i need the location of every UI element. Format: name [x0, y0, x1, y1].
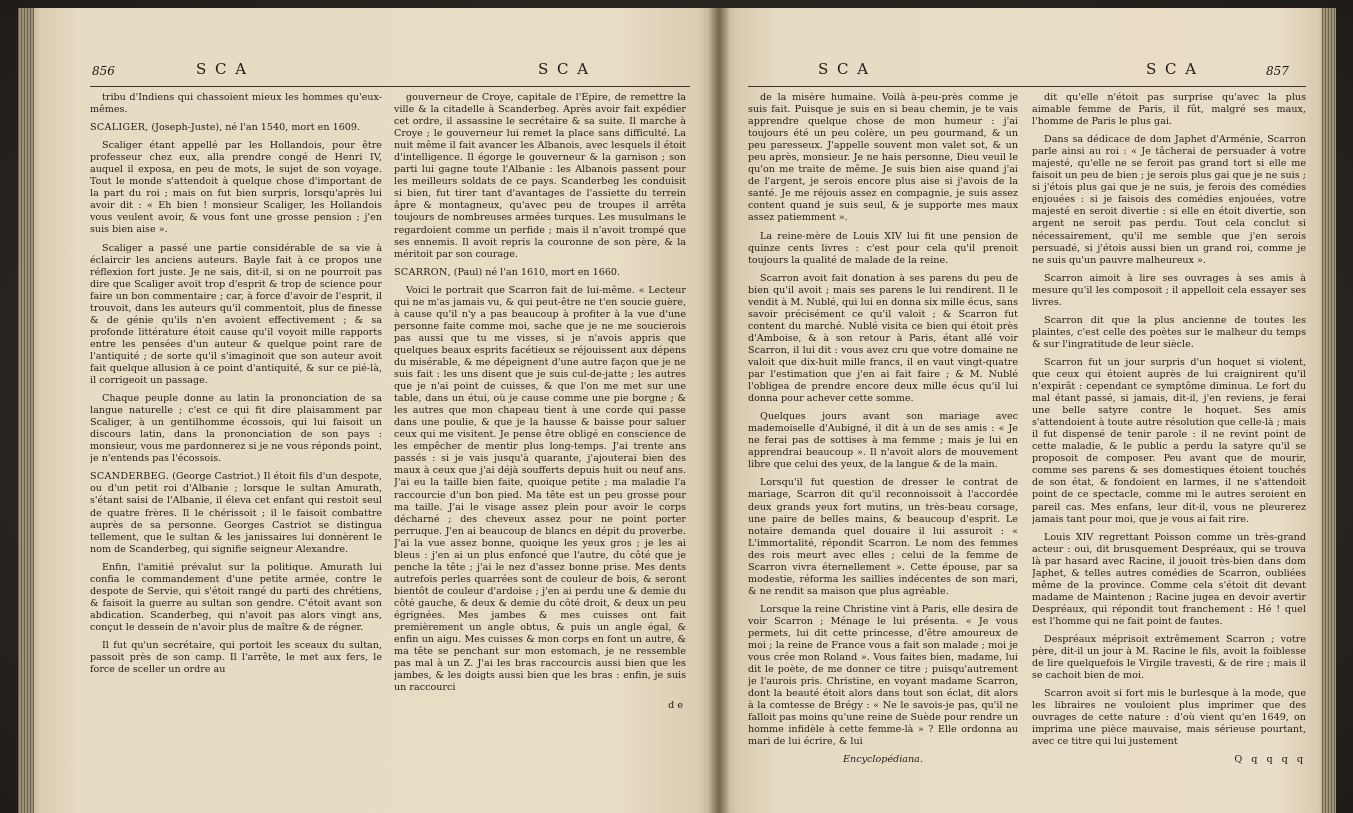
- body-paragraph: Scaliger étant appellé par les Hollandois, pour être professeur chez eux, alla prendre congé de Henri IV, auquel il exposa, en peu de mots, le sujet de son voyage. Tout le monde s'attendoit à quelque chose d'important de la part du roi ; mais on fut bien surpris, lorsqu'après lui avoir dit : « Eh bien ! monsieur Scaliger, les Hollandois vous veulent avoir, & vous font une grosse pension ; j'en suis bien aise ».: [90, 140, 382, 236]
- text-column-4: [1032, 92, 1306, 782]
- body-paragraph: Scaliger a passé une partie considérable de sa vie à éclaircir les anciens auteurs. Bayle fait à ce propos une réflexion fort juste. Je ne sais, dit-il, si on ne pourroit pas dire que Scaliger avoit trop d'esprit & trop de science pour faire un bon commentaire ; car, à force d'avoir de l'esprit, il trouvoit, dans les auteurs qu'il commentoit, plus de finesse & de génie qu'ils n'en avoient effectivement ; & sa profonde littérature étoit cause qu'il voyoit mille rapports entre les pensées d'un auteur & quelque point rare de l'antiquité ; de sorte qu'il s'imaginoit que son auteur avoit fait quelque allusion à ce point d'antiquité, & sur ce pié-là, il corrigeoit un passage.: [90, 242, 382, 387]
- entry-dates: . (George Castriot.) Il étoit fils d'un despote, ou d'un petit roi d'Albanie ; lorsque le sultan Amurath, s'étant saisi de l'Albanie, il éleva cet enfant qui restoit seul de quatre frères. Il le chérissoit ; il le faisoit combattre auprès de sa personne. Georges Castriot se distingua tellement, que le sultan & les janissaires lui donnèrent le nom de Scanderbeg, qui signifie seigneur Alexandre.: [90, 471, 382, 555]
- entry-dates: , (Paul) né l'an 1610, mort en 1660.: [447, 266, 621, 278]
- body-paragraph: La reine-mère de Louis XIV lui fit une pension de quinze cents livres : c'est pour cela qu'il prenoit toujours la qualité de malade de la reine.: [748, 230, 1018, 266]
- body-paragraph: Scarron avoit fait donation à ses parens du peu de bien qu'il avoit ; mais ses parens le lui rendirent. Il le vendit à M. Nublé, qui lui en donna six mille écus, sans savoir précisément ce qu'il valoit ; & Scarron fut content du marché. Nublé visita ce bien qui étoit près d'Amboise, & à son retour à Paris, étant allé voir Scarron, il lui dit : vous avez cru que votre domaine ne valoit que dix-huit mille francs, il en vaut vingt-quatre par l'estimation que j'en ai fait faire ; & M. Nublé l'obligea de prendre encore deux mille écus qu'il lui donna pour achever cette somme.: [748, 272, 1018, 405]
- body-paragraph: Chaque peuple donne au latin la prononciation de sa langue naturelle ; c'est ce qui fit dire plaisamment par Scaliger, à un gentilhomme écossois, qui lui faisoit un discours latin, dans la prononciation de son pays : monsieur, vous me pardonnerez si je ne vous réponds point, je n'entends pas l'écossois.: [90, 393, 382, 465]
- right-page: [718, 8, 1336, 813]
- page-number-left: 856: [92, 64, 115, 78]
- body-paragraph: de la misère humaine. Voilà à-peu-près comme je suis fait. Puisque je suis en si beau chemin, je te vais apprendre quelque chose de mon humeur : j'ai toujours été un peu colère, un peu gourmand, & un peu paresseux. J'appelle souvent mon valet sot, & un peu après, monsieur. Je ne hais personne, Dieu veuil le qu'on me traite de même. Je suis bien aise quand j'ai de l'argent, je serois encore plus aise si j'avois de la santé. Je me réjouis assez en compagnie, je suis assez content quand je suis seul, & je supporte mes maux assez patiemment ».: [748, 92, 1018, 224]
- body-paragraph: Scarron fut un jour surpris d'un hoquet si violent, que ceux qui étoient auprès de lui craignirent qu'il n'expirât : cependant ce symptôme diminua. Le fort du mal étant passé, si jamais, dit-il, j'en reviens, je ferai une belle satyre contre le hoquet. Ses amis s'attendoient à toute autre résolution que celle-là ; mais il fut dispensé de tenir parole : il ne revint point de cette maladie, & le public a perdu la satyre qu'il se proposoit de composer. Peu avant que de mourir, comme ses parens & ses domestiques étoient touchés de son état, & fondoient en larmes, il ne s'attendoit point de ce spectacle, comme mi le autres seroient en pareil cas. Mes enfans, leur dit-il, vous ne pleurerez jamais tant pour moi, que je vous ai fait rire.: [1032, 356, 1306, 525]
- body-paragraph: Scarron dit que la plus ancienne de toutes les plaintes, c'est celle des poètes sur le malheur du temps & sur l'ingratitude de leur siècle.: [1032, 314, 1306, 350]
- body-paragraph: Il fut qu'un secrétaire, qui portoit les sceaux du sultan, passoit près de son camp. Il l'arrête, le met aux fers, le force de sceller un ordre au: [90, 639, 382, 676]
- running-header-left-a: S C A: [196, 60, 249, 78]
- running-header-right-a: S C A: [818, 60, 871, 78]
- running-header-right-b: S C A: [1146, 60, 1199, 78]
- entry-heading-paragraph: [90, 122, 382, 134]
- body-paragraph: Lorsqu'il fut question de dresser le contrat de mariage, Scarron dit qu'il reconnoissoit à l'accordée deux grands yeux fort mutins, un très-beau corsage, une paire de belles mains, & beaucoup d'esprit. Le notaire demanda quel douaire il lui assuroit : « L'immortalité, répondit Scarron. Le nom des femmes des rois meurt avec elles ; celui de la femme de Scarron vivra éternellement ». Cette épouse, par sa modestie, réforma les saillies indécentes de son mari, & ne rendit sa maison que plus agréable.: [748, 477, 1018, 597]
- body-paragraph: Dans sa dédicace de dom Japhet d'Arménie, Scarron parle ainsi au roi : « Je tâcherai de persuader à votre majesté, qu'elle ne se feroit pas grand tort si elle me faisoit un peu de bien ; je serois plus gai que je ne suis ; si j'étois plus gai que je ne suis, je ferois des comédies enjouées : si je faisois des comédies enjouées, votre majesté en seroit divertie : si elle en étoit divertie, son argent ne seroit pas perdu. Tout cela conclut si nécessairement, qu'il me semble que j'en serois persuadé, si j'étois aussi bien un grand roi, comme je ne suis qu'un pauvre malheureux ».: [1032, 134, 1306, 266]
- page-number-right: 857: [1266, 64, 1289, 78]
- body-paragraph: Quelques jours avant son mariage avec mademoiselle d'Aubigné, il dit à un de ses amis : « Je ne ferai pas de sottises à ma femme ; mais je lui en apprendrai beaucoup ». Il n'avoit alors de mouvement libre que celui des yeux, de la langue & de la main.: [748, 411, 1018, 471]
- body-paragraph: Louis XIV regrettant Poisson comme un très-grand acteur : oui, dit brusquement Despréaux, qui se trouva là par hasard avec Racine, il jouoit très-bien dans dom Japhet, & telles autres comédies de Scarron, oubliées même de la province. Comme cela s'étoit dit devant madame de Maintenon ; Racine jugea en devoir avertir Despréaux, qui répondit tout franchement : Hé ! quel est l'homme qui ne fait point de fautes.: [1032, 531, 1306, 627]
- entry-headword: SCARRON: [394, 266, 448, 278]
- body-paragraph: Lorsque la reine Christine vint à Paris, elle desira de voir Scarron ; Ménage le lui présenta. « Je vous permets, lui dit cette princesse, d'être amoureux de moi ; la reine de France vous a fait son malade ; moi je vous crée mon Roland ». Vous faites bien, madame, lui dit le poète, de me donner ce titre ; puisqu'autrement je l'aurois pris. Christine, en voyant madame Scarron, dont la beauté étoit alors dans tout son éclat, dit alors à la comtesse de Brégy : « Ne le savois-je pas, qu'il ne falloit pas moins qu'une reine de Suède pour rendre un homme infidèle à cette femme-là » ? Elle ordonna au mari de lui écrire, & lui: [748, 603, 1018, 748]
- header-rule-left: [90, 86, 690, 87]
- page-edge-left: [18, 8, 34, 813]
- book-spread: [18, 8, 1336, 813]
- running-header-left-b: S C A: [538, 60, 591, 78]
- body-paragraph: Scarron aimoit à lire ses ouvrages à ses amis à mesure qu'il les composoit ; il appelloit cela essayer ses livres.: [1032, 272, 1306, 308]
- body-paragraph: gouverneur de Croye, capitale de l'Épire, de remettre la ville & la citadelle à Scanderbeg. Après avoir fait expédier cet ordre, il assassine le secrétaire & sa suite. Il marche à Croye ; le gouverneur lui remet la place sans difficulté. La nuit même il fait avancer les Albanois, avec lesquels il étoit d'intelligence. Il égorge le gouverneur & la garnison ; son parti lui gagne toute l'Albanie : les Albanois passent pour les meilleurs soldats de ce pays. Scanderbeg les conduisit si bien, fut tirer tant d'avantages de l'assiette du terrein âpre & montagneux, qu'avec peu de troupes il arrêta toujours de nombreuses armées turques. Les musulmans le regardoient comme un perfide ; mais il n'avoit trompé que ses ennemis. Il avoit repris la couronne de son père, & la méritoit par son courage.: [394, 92, 686, 260]
- entry-heading-paragraph: [394, 267, 686, 279]
- body-paragraph: Despréaux méprisoit extrêmement Scarron ; votre père, dit-il un jour à M. Racine le fils, avoit la foiblesse de lire quelquefois le Virgile travesti, & de rire ; mais il se cachoit bien de moi.: [1032, 633, 1306, 682]
- text-column-3: [748, 92, 1018, 782]
- body-paragraph: Enfin, l'amitié prévalut sur la politique. Amurath lui confia le commandement d'une petite armée, contre le despote de Servie, qui s'étoit rangé du parti des chrétiens, & faisoit la guerre au sultan son gendre. C'étoit avant son abdication. Scanderbeg, qui n'avoit pas alors vingt ans, conçut le dessein de n'avoir plus de maître & de régner.: [90, 561, 382, 633]
- catchword: Q q q q q: [1234, 754, 1306, 766]
- header-rule-right: [748, 86, 1306, 87]
- body-paragraph: Scarron avoit si fort mis le burlesque à la mode, que les libraires ne vouloient plus imprimer que des ouvrages de cette nature : d'où vient qu'en 1649, on imprima une pièce mauvaise, mais sérieuse pourtant, avec ce titre qui lui justement: [1032, 688, 1306, 748]
- entry-headword: SCANDERBEG: [90, 471, 166, 483]
- catchword: de: [668, 700, 686, 712]
- entry-dates: , (Joseph-Juste), né l'an 1540, mort en 1609.: [145, 122, 361, 134]
- entry-headword: SCALIGER: [90, 122, 146, 134]
- body-paragraph: Voici le portrait que Scarron fait de lui-même. « Lecteur qui ne m'as jamais vu, & qui peut-être ne t'en soucie guère, à cause qu'il n'y a pas beaucoup à profiter à la vue d'une personne faite comme moi, sache que je ne me soucierois pas aussi que tu me visses, si je n'avois appris que quelques beaux esprits facétieux se réjouissent aux dépens du misérable, & me dépeignent d'une autre façon que je ne suis fait : les uns disent que je suis cul-de-jatte ; les autres que je n'ai point de cuisses, & que l'on me met sur une table, dans un étui, où je cause comme une pie borgne ; & les autres que mon chapeau tient à une corde qui passe dans une poulie, & que je la hausse & baisse pour saluer ceux qui me visitent. Je pense être obligé en conscience de les empêcher de mentir plus long-temps. J'ai trente ans passés : si je vais jusqu'à quarante, j'ajouterai bien des maux à ceux que j'ai déjà soufferts depuis huit ou neuf ans. J'ai eu la taille bien faite, quoique petite ; ma maladie l'a raccourcie d'un bon pied. Ma tête est un peu grosse pour ma taille. J'ai le visage assez plein pour avoir le corps décharné ; des cheveux assez pour ne point porter perruque. J'en ai beaucoup de blancs en dépit du proverbe. J'ai la vue assez bonne, quoique les yeux gros ; je les ai bleus : j'en ai un plus enfoncé que l'autre, du côté que je penche la tête ; j'ai le nez d'assez bonne prise. Mes dents autrefois perles quarrées sont de couleur de bois, & seront bientôt de couleur d'ardoise ; j'en ai perdu une & demie du côté gauche, & deux & demie du côté droit, & deux un peu égrignées. Mes jambes & mes cuisses ont fait premièrement un angle obtus, & puis un angle égal, & enfin un aigu. Mes cuisses & mon corps en font un autre, & ma tête se penchant sur mon estomach, je ne ressemble pas mal à un Z. J'ai les bras raccourcis aussi bien que les jambes, & les doigts aussi bien que les bras : enfin, je suis un raccourci: [394, 284, 686, 694]
- book-gutter: [708, 8, 730, 813]
- body-paragraph: tribu d'Indiens qui chassoient mieux les hommes qu'eux-mêmes.: [90, 92, 382, 116]
- signature-mark: Encyclopédiana.: [843, 754, 923, 766]
- text-column-1: [90, 92, 382, 782]
- entry-heading-paragraph: [90, 471, 382, 555]
- left-page: [18, 8, 718, 813]
- body-paragraph: dit qu'elle n'étoit pas surprise qu'avec la plus aimable femme de Paris, il fût, malgré ses maux, l'homme de Paris le plus gai.: [1032, 92, 1306, 128]
- page-edge-right: [1322, 8, 1336, 813]
- text-column-2: [394, 92, 686, 782]
